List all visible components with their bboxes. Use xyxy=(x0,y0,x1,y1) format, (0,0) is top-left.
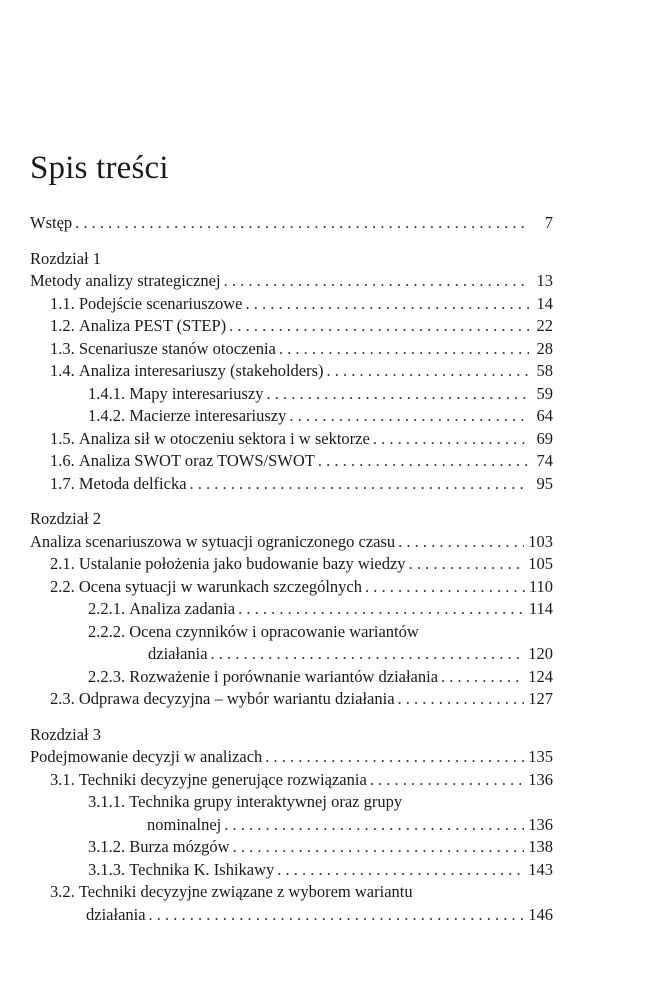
toc-entry[interactable] xyxy=(30,338,553,361)
page-number: 136 xyxy=(528,814,553,834)
page-number: 69 xyxy=(536,428,553,448)
entry-title: Metody analizy strategicznej xyxy=(30,271,221,290)
entry-number: 3.1.1. xyxy=(88,792,126,811)
entry-number: 2.1. xyxy=(50,554,75,573)
page-number: 64 xyxy=(536,406,553,425)
toc-entry-continuation[interactable] xyxy=(30,643,553,666)
chapter-heading: Rozdział 1 xyxy=(30,248,102,268)
entry-number: 3.1. xyxy=(50,769,75,789)
toc-entry[interactable] xyxy=(30,836,553,859)
entry-title: Mapy interesariuszy xyxy=(129,383,264,403)
entry-number: 2.2.2. xyxy=(88,621,126,641)
page-number: 14 xyxy=(536,293,553,313)
dot-leader xyxy=(373,428,529,451)
dot-leader xyxy=(365,576,525,599)
entry-title: Analiza PEST (STEP) xyxy=(78,316,227,335)
entry-number: 1.5. xyxy=(50,428,75,448)
entry-title: Odprawa decyzyjna – wybór wariantu działania xyxy=(78,689,395,708)
entry-title: Podejście scenariuszowe xyxy=(78,293,243,313)
dot-leader xyxy=(398,688,525,711)
dot-leader xyxy=(327,360,529,383)
dot-leader xyxy=(224,814,524,837)
toc-entry[interactable] xyxy=(30,881,553,904)
dot-leader xyxy=(224,270,529,293)
entry-number: 1.4.2. xyxy=(88,406,126,425)
dot-leader xyxy=(211,643,525,666)
entry-number: 2.3. xyxy=(50,689,75,708)
toc-entry[interactable] xyxy=(30,428,553,451)
entry-title: Wstęp xyxy=(30,213,73,232)
dot-leader xyxy=(229,315,529,338)
toc-entry[interactable] xyxy=(30,553,553,576)
chapter-heading: Rozdział 2 xyxy=(30,509,102,528)
entry-title: Analiza scenariuszowa w sytuacji ograniczonego czasu xyxy=(30,531,396,551)
toc-entry[interactable] xyxy=(30,576,553,599)
toc-entry[interactable] xyxy=(30,383,553,406)
dot-leader xyxy=(370,769,524,792)
page-number: 114 xyxy=(528,599,553,618)
entry-number: 3.1.3. xyxy=(88,859,126,879)
entry-number: 2.2.1. xyxy=(88,599,126,618)
dot-leader xyxy=(289,405,529,428)
page-number: 136 xyxy=(528,769,553,789)
page-title: Spis treści xyxy=(30,150,169,186)
entry-title-continuation: działania xyxy=(148,644,208,663)
page-number: 135 xyxy=(528,747,553,766)
page-number: 58 xyxy=(536,361,553,380)
entry-title: Analiza interesariuszy (stakeholders) xyxy=(78,361,324,380)
page-number: 146 xyxy=(528,904,553,924)
dot-leader xyxy=(238,598,525,621)
entry-title: Podejmowanie decyzji w analizach xyxy=(30,747,263,766)
page-number: 103 xyxy=(528,531,553,551)
dot-leader xyxy=(245,293,529,316)
entry-title: Analiza SWOT oraz TOWS/SWOT xyxy=(78,451,315,470)
dot-leader xyxy=(409,553,525,576)
toc-entry[interactable] xyxy=(30,293,553,316)
entry-title: Ocena czynników i opracowanie wariantów xyxy=(129,621,419,641)
toc-entry-continuation[interactable] xyxy=(30,904,553,927)
toc-entry[interactable] xyxy=(30,360,553,383)
entry-number: 1.1. xyxy=(50,293,75,313)
entry-number: 1.4. xyxy=(50,361,75,380)
page-number: 74 xyxy=(536,451,553,470)
toc-entry[interactable] xyxy=(30,621,553,644)
dot-leader xyxy=(190,473,529,496)
page-number: 110 xyxy=(528,576,553,596)
entry-number: 1.2. xyxy=(50,316,75,335)
page-number: 7 xyxy=(544,213,553,232)
entry-number: 1.6. xyxy=(50,451,75,470)
entry-title: Analiza zadania xyxy=(129,599,236,618)
dot-leader xyxy=(318,450,529,473)
dot-leader xyxy=(441,666,524,689)
entry-title: Technika grupy interaktywnej oraz grupy xyxy=(129,792,403,811)
entry-title: Burza mózgów xyxy=(129,837,230,856)
entry-title: Analiza sił w otoczeniu sektora i w sektorze xyxy=(78,428,370,448)
dot-leader xyxy=(398,531,524,554)
entry-title: Macierze interesariuszy xyxy=(129,406,287,425)
page-number: 59 xyxy=(536,383,553,403)
toc-entry[interactable] xyxy=(30,473,553,496)
entry-number: 1.3. xyxy=(50,338,75,358)
toc-entry[interactable] xyxy=(30,450,553,473)
page-number: 124 xyxy=(528,666,553,686)
entry-title: Techniki decyzyjne generujące rozwiązania xyxy=(78,769,367,789)
page-number: 22 xyxy=(536,316,553,335)
toc-entry[interactable] xyxy=(30,405,553,428)
table-of-contents xyxy=(30,212,553,926)
dot-leader xyxy=(233,836,525,859)
entry-number: 2.2. xyxy=(50,576,75,596)
dot-leader xyxy=(267,383,530,406)
toc-entry[interactable] xyxy=(30,791,553,814)
toc-entry[interactable] xyxy=(30,859,553,882)
toc-entry-chapter-title[interactable] xyxy=(30,746,553,769)
toc-entry[interactable] xyxy=(30,598,553,621)
page-number: 127 xyxy=(528,689,553,708)
page-number: 13 xyxy=(536,271,553,290)
entry-title: Rozważenie i porównanie wariantów działania xyxy=(129,666,439,686)
entry-number: 3.1.2. xyxy=(88,837,126,856)
entry-title-continuation: nominalnej xyxy=(147,814,222,834)
entry-number: 1.4.1. xyxy=(88,383,126,403)
entry-number: 2.2.3. xyxy=(88,666,126,686)
page-number: 120 xyxy=(528,644,553,663)
page-number: 143 xyxy=(528,859,553,879)
chapter-heading: Rozdział 3 xyxy=(30,724,102,744)
toc-entry-chapter-title[interactable] xyxy=(30,531,553,554)
entry-title: Techniki decyzyjne związane z wyborem wariantu xyxy=(78,882,413,901)
dot-leader xyxy=(265,746,524,769)
toc-entry-continuation[interactable] xyxy=(30,814,553,837)
entry-title-continuation: działania xyxy=(86,904,146,924)
entry-title: Metoda delficka xyxy=(78,473,187,493)
dot-leader xyxy=(279,338,529,361)
entry-number: 3.2. xyxy=(50,882,75,901)
dot-leader xyxy=(75,212,529,235)
toc-entry[interactable] xyxy=(30,769,553,792)
toc-entry-intro[interactable] xyxy=(30,212,553,235)
dot-leader xyxy=(149,904,525,927)
toc-entry-chapter-title[interactable] xyxy=(30,270,553,293)
dot-leader xyxy=(277,859,524,882)
page-number: 138 xyxy=(528,837,553,856)
toc-entry[interactable] xyxy=(30,666,553,689)
toc-entry[interactable] xyxy=(30,688,553,711)
toc-entry[interactable] xyxy=(30,315,553,338)
entry-title: Technika K. Ishikawy xyxy=(129,859,275,879)
page-number: 95 xyxy=(536,473,553,493)
entry-title: Ustalanie położenia jako budowanie bazy wiedzy xyxy=(78,554,406,573)
page-number: 105 xyxy=(528,554,553,573)
entry-number: 1.7. xyxy=(50,473,75,493)
page-number: 28 xyxy=(536,338,553,358)
entry-title: Ocena sytuacji w warunkach szczególnych xyxy=(78,576,363,596)
entry-title: Scenariusze stanów otoczenia xyxy=(78,338,276,358)
